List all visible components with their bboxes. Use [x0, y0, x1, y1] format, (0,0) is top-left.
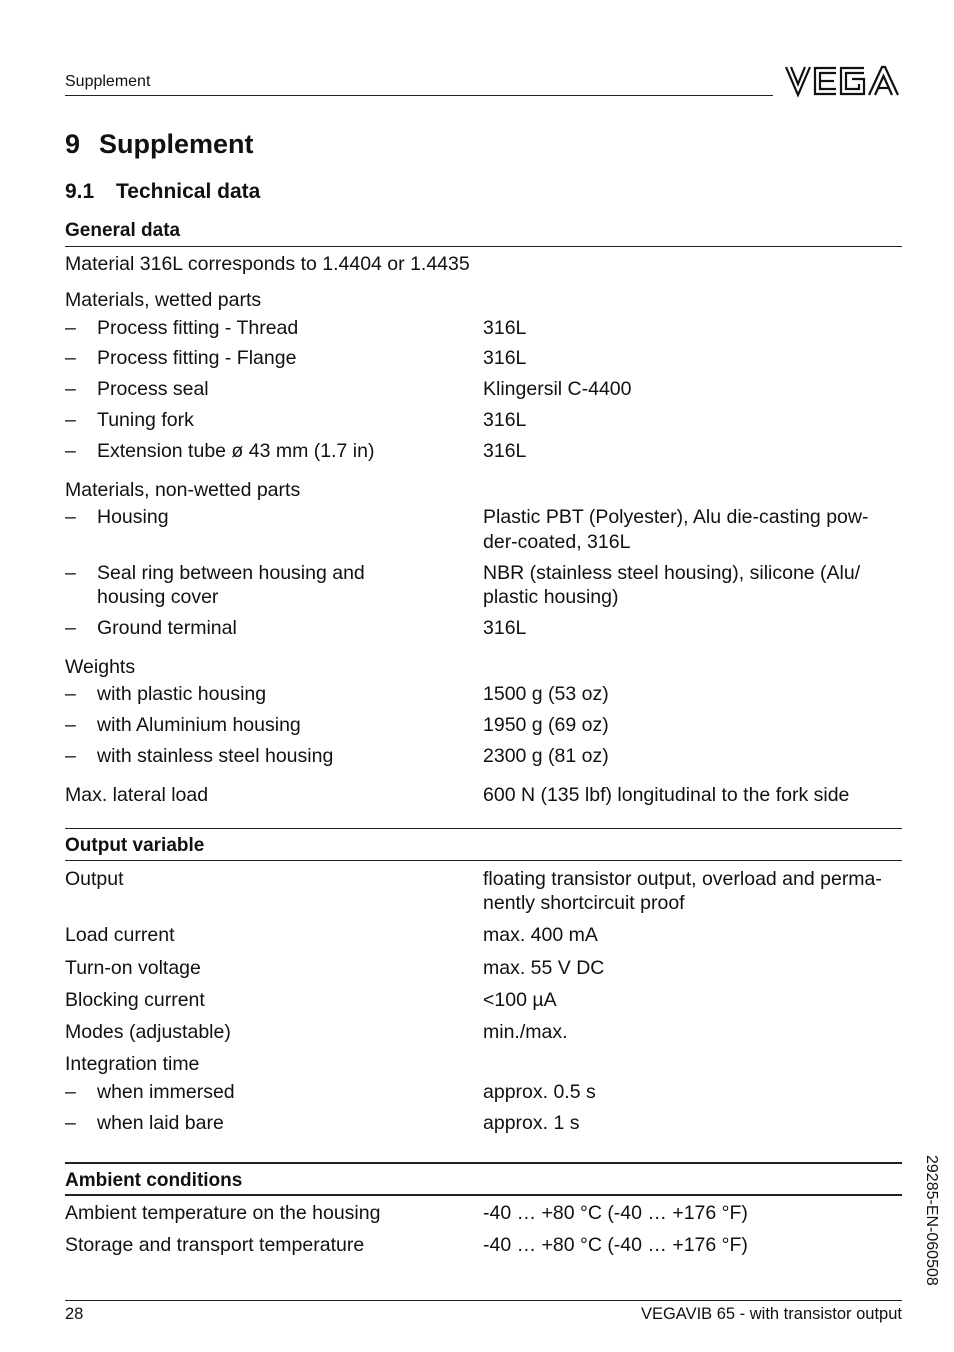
spec-label: Ambient temperature on the housing [65, 1202, 381, 1224]
wetted-parts-title: Materials, wetted parts [65, 289, 262, 311]
spec-value: 600 N (135 lbf) longitudinal to the fork side [483, 784, 850, 806]
spec-label: Ground terminal [97, 617, 237, 639]
header-rule [65, 95, 773, 96]
spec-value: Plastic PBT (Polyester), Alu die-casting pow- [483, 506, 869, 528]
list-dash: – [65, 1081, 76, 1103]
spec-label: Extension tube ø 43 mm (1.7 in) [97, 440, 375, 462]
spec-value: Klingersil C-4400 [483, 378, 632, 400]
spec-label: Housing [97, 506, 169, 528]
spec-label: Process fitting - Flange [97, 347, 297, 369]
list-dash: – [65, 562, 76, 584]
list-dash: – [65, 683, 76, 705]
spec-value: -40 … +80 °C (-40 … +176 °F) [483, 1202, 748, 1224]
spec-label: housing cover [97, 586, 219, 608]
spec-label: Seal ring between housing and [97, 562, 365, 584]
spec-label: with Aluminium housing [97, 714, 301, 736]
section-rule [65, 246, 902, 247]
spec-label: Turn-on voltage [65, 957, 201, 979]
weights-title: Weights [65, 656, 136, 678]
ambient-conditions-title: Ambient conditions [65, 1170, 243, 1191]
running-header: Supplement [65, 73, 151, 90]
spec-label: with plastic housing [97, 683, 267, 705]
general-data-title: General data [65, 220, 181, 241]
spec-label: when immersed [97, 1081, 235, 1103]
list-dash: – [65, 409, 76, 431]
material-note: Material 316L corresponds to 1.4404 or 1.4435 [65, 253, 470, 275]
spec-label: Output [65, 868, 124, 890]
list-dash: – [65, 440, 76, 462]
spec-value: floating transistor output, overload and perma- [483, 868, 882, 890]
list-dash: – [65, 317, 76, 339]
spec-label: Process seal [97, 378, 209, 400]
chapter-heading [65, 129, 254, 160]
spec-value: 316L [483, 347, 527, 369]
list-dash: – [65, 347, 76, 369]
footer-rule [65, 1300, 902, 1301]
output-variable-title: Output variable [65, 835, 205, 856]
section-rule [65, 1162, 902, 1164]
nonwetted-parts-title: Materials, non-wetted parts [65, 479, 301, 501]
spec-value: der-coated, 316L [483, 531, 631, 553]
document-code: 29285-EN-060508 [923, 1155, 940, 1286]
integration-time-title: Integration time [65, 1053, 200, 1075]
section-rule [65, 1194, 902, 1196]
spec-label: Blocking current [65, 989, 205, 1011]
page-number: 28 [65, 1305, 84, 1323]
spec-value: 316L [483, 317, 527, 339]
vega-logo [784, 64, 901, 98]
spec-value: 316L [483, 409, 527, 431]
spec-label: Max. lateral load [65, 784, 209, 806]
section-rule [65, 828, 902, 829]
spec-label: with stainless steel housing [97, 745, 334, 767]
spec-value: max. 55 V DC [483, 957, 605, 979]
spec-label: Modes (adjustable) [65, 1021, 231, 1043]
list-dash: – [65, 506, 76, 528]
spec-value: <100 µA [483, 989, 557, 1011]
spec-value: max. 400 mA [483, 924, 598, 946]
spec-value: 2300 g (81 oz) [483, 745, 609, 767]
list-dash: – [65, 617, 76, 639]
list-dash: – [65, 745, 76, 767]
chapter-number: 9 [65, 129, 81, 159]
spec-value: 316L [483, 617, 527, 639]
spec-value: NBR (stainless steel housing), silicone (Alu/ [483, 562, 861, 584]
spec-value: 1950 g (69 oz) [483, 714, 609, 736]
spec-label: Storage and transport temperature [65, 1234, 365, 1256]
spec-value: 316L [483, 440, 527, 462]
spec-value: min./max. [483, 1021, 568, 1043]
section-heading [65, 180, 260, 204]
section-rule [65, 860, 902, 861]
spec-label: Tuning fork [97, 409, 194, 431]
footer-doc-title: VEGAVIB 65 - with transistor output [640, 1305, 902, 1323]
chapter-title: Supplement [99, 129, 254, 159]
spec-value: approx. 1 s [483, 1112, 580, 1134]
spec-value: nently shortcircuit proof [483, 892, 685, 914]
spec-label: when laid bare [97, 1112, 224, 1134]
list-dash: – [65, 378, 76, 400]
section-number: 9.1 [65, 180, 95, 203]
spec-label: Process fitting - Thread [97, 317, 299, 339]
list-dash: – [65, 714, 76, 736]
spec-label: Load current [65, 924, 175, 946]
spec-value: 1500 g (53 oz) [483, 683, 609, 705]
spec-value: plastic housing) [483, 586, 619, 608]
spec-value: approx. 0.5 s [483, 1081, 596, 1103]
section-title: Technical data [116, 180, 261, 203]
spec-value: -40 … +80 °C (-40 … +176 °F) [483, 1234, 748, 1256]
list-dash: – [65, 1112, 76, 1134]
